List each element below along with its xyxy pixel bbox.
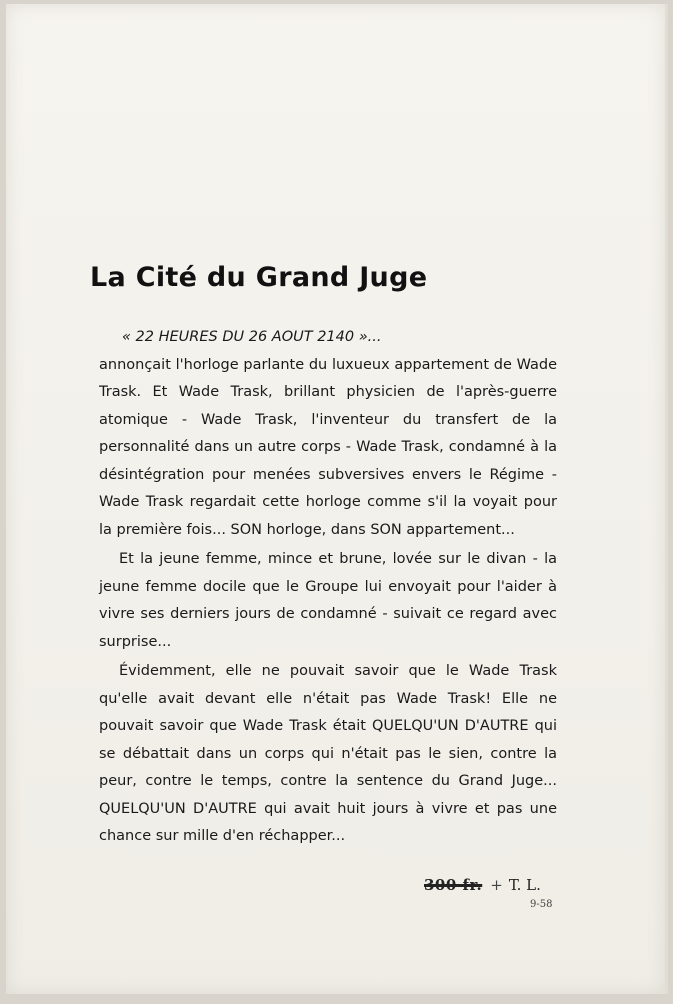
struck-price: 300 fr. (424, 876, 483, 894)
book-title: La Cité du Grand Juge (90, 262, 428, 293)
blurb-paragraph-2: Et la jeune femme, mince et brune, lovée sur le divan - la jeune femme docile que le Groupe lui envoyait pour l'aider à vivre ses derniers jours de condamné - suivait ce regard avec surprise... (99, 551, 557, 650)
blurb-paragraph-1: annonçait l'horloge parlante du luxueux appartement de Wade Trask. Et Wade Trask, brillant physicien de l'après-guerre atomique - Wade Trask, l'inventeur du transfert de la personnalité dans un autre corps - Wade Trask, condamné à la désintégration pour menées subversives envers le Régime - Wade Trask regardait cette horloge comme s'il la voyait pour la première fois... SON horloge, dans SON appartement... (99, 356, 557, 538)
print-code: 9-58 (530, 899, 553, 910)
back-cover (6, 4, 668, 994)
price-line (424, 876, 541, 894)
blurb (99, 324, 557, 853)
blurb-quote: « 22 HEURES DU 26 AOUT 2140 »... (122, 329, 382, 345)
plus-sign: + (490, 876, 503, 894)
blurb-paragraph-3: Évidemment, elle ne pouvait savoir que le Wade Trask qu'elle avait devant elle n'était pas Wade Trask! Elle ne pouvait savoir que Wade Trask était QUELQU'UN D'AUTRE qui se débattait dans un corps qui n'était pas le sien, contre la peur, contre le temps, contre la sentence du Grand Juge... QUELQU'UN D'AUTRE qui avait huit jours à vivre et pas une chance sur mille d'en réchapper... (99, 663, 557, 844)
tax-label: T. L. (508, 876, 541, 894)
